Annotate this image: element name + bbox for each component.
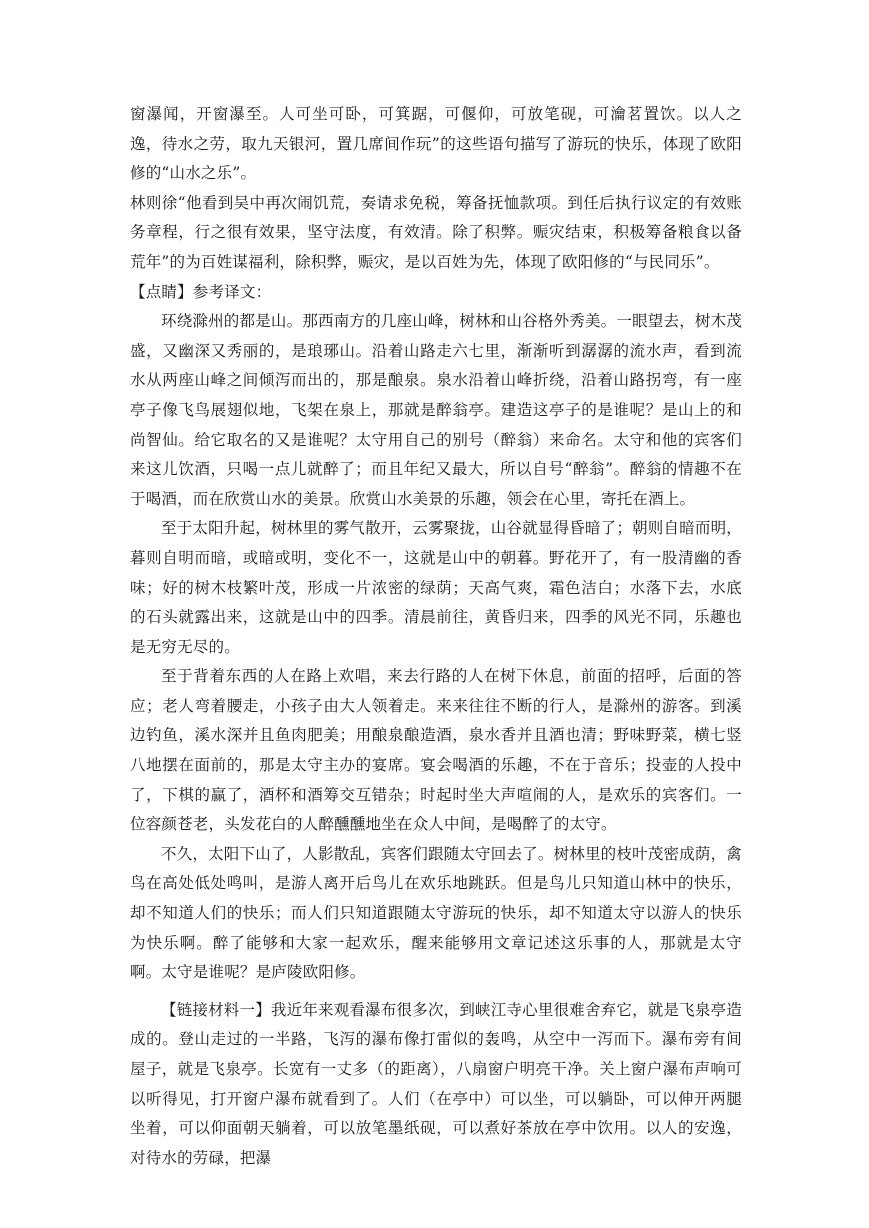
link-material-tag: 【链接材料一】 [161, 1000, 271, 1019]
paragraph-analysis-linzexu: 林则徐“他看到吴中再次闹饥荒，奏请求免税，筹备抚恤款项。到任后执行议定的有效账务章程，行之很有效果，坚守法度，有效清。除了积弊。赈灾结束，积极筹备粮食以备荒年”的为百姓谋福利，除积弊，赈灾，是以百姓为先，体现了欧阳修的“与民同乐”。 [130, 193, 742, 271]
paragraph-translation-4: 不久，太阳下山了，人影散乱，宾客们跟随太守回去了。树林里的枝叶茂密成荫，禽鸟在高处低处鸣叫，是游人离开后鸟儿在欢乐地跳跃。但是鸟儿只知道山林中的快乐，却不知道人们的快乐；而人们只知道跟随太守游玩的快乐，却不知道太守以游人的快乐为快乐啊。醉了能够和大家一起欢乐，醒来能够用文章记述这乐事的人，那就是太守啊。太守是谁呢？是庐陵欧阳修。 [130, 844, 742, 982]
paragraph-translation-1: 环绕滁州的都是山。那西南方的几座山峰，树林和山谷格外秀美。一眼望去，树木茂盛，又幽深又秀丽的，是琅琊山。沿着山路走六七里，渐渐听到潺潺的流水声，看到流水从两座山峰之间倾泻而出的，那是酿泉。泉水沿着山峰折绕，沿着山路拐弯，有一座亭子像飞鸟展翅似地，飞架在泉上，那就是醉翁亭。建造这亭子的是谁呢？是山上的和尚智仙。给它取名的又是谁呢？太守用自己的别号（醉翁）来命名。太守和他的宾客们来这儿饮酒，只喝一点儿就醉了；而且年纪又最大，所以自号“醉翁”。醉翁的情趣不在于喝酒，而在欣赏山水的美景。欣赏山水美景的乐趣，领会在心里，寄托在酒上。 [130, 312, 742, 508]
paragraph-analysis-ouyang: 窗瀑闻，开窗瀑至。人可坐可卧，可箕踞，可偃仰，可放笔砚，可瀹茗置饮。以人之逸，待水之劳，取九天银河，置几席间作玩”的这些语句描写了游玩的快乐，体现了欧阳修的“山水之乐”。 [130, 105, 742, 183]
document-page [130, 100, 742, 1173]
link-material-text: 我近年来观看瀑布很多次，到峡江寺心里很难舍弃它，就是飞泉亭造成的。登山走过的一半路，飞泻的瀑布像打雷似的轰鸣，从空中一泻而下。瀑布旁有间屋子，就是飞泉亭。长宽有一丈多（的距离），八扇窗户明亮干净。关上窗户瀑布声响可以听得见，打开窗户瀑布就看到了。人们（在亭中）可以坐，可以躺卧，可以伸开两腿坐着，可以仰面朝天躺着，可以放笔墨纸砚，可以煮好茶放在亭中饮用。以人的安逸，对待水的劳碌，把瀑 [130, 1000, 742, 1167]
paragraph-link-material-1 [130, 996, 742, 1174]
paragraph-translation-3: 至于背着东西的人在路上欢唱，来去行路的人在树下休息，前面的招呼，后面的答应；老人弯着腰走，小孩子由大人领着走。来来往往不断的行人，是滁州的游客。到溪边钓鱼，溪水深并且鱼肉肥美；用酿泉酿造酒，泉水香并且酒也清；野味野菜，横七竖八地摆在面前的，那是太守主办的宴席。宴会喝酒的乐趣，不在于音乐；投壶的人投中了，下棋的赢了，酒杯和酒筹交互错杂；时起时坐大声喧闹的人，是欢乐的宾客们。一位容颜苍老，头发花白的人醉醺醺地坐在众人中间，是喝醉了的太守。 [130, 667, 742, 834]
paragraph-dianjing-heading: 【点睛】参考译文： [130, 282, 272, 301]
paragraph-translation-2: 至于太阳升起，树林里的雾气散开，云雾聚拢，山谷就显得昏暗了；朝则自暗而明，暮则自明而暗，或暗或明，变化不一，这就是山中的朝暮。野花开了，有一股清幽的香味；好的树木枝繁叶茂，形成一片浓密的绿荫；天高气爽，霜色洁白；水落下去，水底的石头就露出来，这就是山中的四季。清晨前往，黄昏归来，四季的风光不同，乐趣也是无穷无尽的。 [130, 519, 742, 656]
